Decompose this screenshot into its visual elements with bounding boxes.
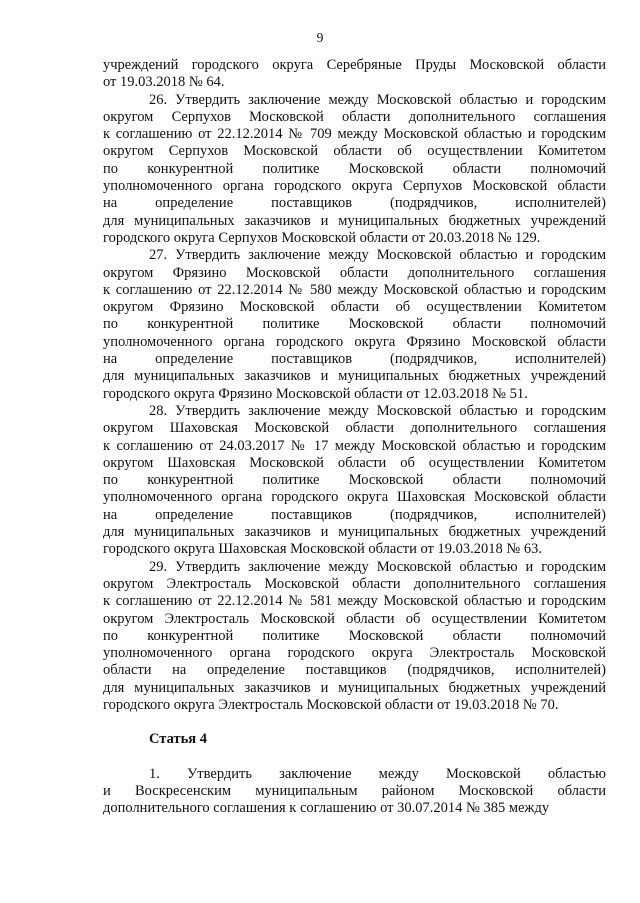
text-line: уполномоченного органа городского округа Фрязино Московской области: [103, 333, 606, 350]
page-number: 9: [316, 30, 324, 45]
paragraph: [103, 766, 606, 818]
text-line: и Воскресенским муниципальным районом Московской области: [103, 782, 606, 799]
text-line: учреждений городского округа Серебряные Пруды Московской области: [103, 57, 606, 73]
text-line: по конкурентной политике Московской области полномочий: [103, 316, 606, 333]
text-line: 29. Утвердить заключение между Московской областью и городским: [149, 558, 606, 575]
text-line: для муниципальных заказчиков и муниципальных бюджетных учреждений: [103, 212, 606, 229]
text-line: 28. Утвердить заключение между Московской областью и городским: [149, 402, 606, 419]
text-line: от 19.03.2018 № 64.: [103, 74, 225, 91]
text-line: на определение поставщиков (подрядчиков, исполнителей): [103, 195, 606, 212]
paragraph: [103, 247, 606, 403]
text-line: по конкурентной политике Московской области полномочий: [103, 160, 606, 177]
text-line: 26. Утвердить заключение между Московской областью и городским: [149, 91, 606, 108]
text-line: к соглашению от 24.03.2017 № 17 между Московской областью и городским: [103, 437, 606, 454]
text-line: округом Серпухов Московской области об осуществлении Комитетом: [103, 143, 606, 160]
text-line: по конкурентной политике Московской области полномочий: [103, 472, 606, 489]
text-line: округом Шаховская Московской области об осуществлении Комитетом: [103, 454, 606, 471]
text-line: городского округа Электросталь Московской области от 19.03.2018 № 70.: [103, 696, 559, 713]
text-line: 1. Утвердить заключение между Московской областью: [149, 765, 606, 782]
text-line: для муниципальных заказчиков и муниципальных бюджетных учреждений: [103, 524, 606, 541]
paragraph: [103, 92, 606, 248]
text-line: округом Фрязино Московской области дополнительного соглашения: [103, 264, 606, 281]
text-line: уполномоченного органа городского округа Электросталь Московской: [103, 645, 606, 662]
paragraph: [103, 57, 606, 92]
text-line: округом Фрязино Московской области об осуществлении Комитетом: [103, 299, 606, 316]
text-line: дополнительного соглашения к соглашению от 30.07.2014 № 385 между: [103, 800, 550, 817]
text-line: городского округа Шаховская Московской области от 19.03.2018 № 63.: [103, 541, 542, 558]
text-line: городского округа Фрязино Московской области от 12.03.2018 № 51.: [103, 385, 528, 402]
text-line: округом Электросталь Московской области об осуществлении Комитетом: [103, 610, 606, 627]
text-line: к соглашению от 22.12.2014 № 581 между Московской областью и городским: [103, 593, 606, 610]
text-line: уполномоченного органа городского округа Серпухов Московской области: [103, 178, 606, 195]
text-line: округом Электросталь Московской области дополнительного соглашения: [103, 575, 606, 592]
text-line: округом Серпухов Московской области дополнительного соглашения: [103, 108, 606, 125]
text-line: по конкурентной политике Московской области полномочий: [103, 627, 606, 644]
text-line: округом Шаховская Московской области дополнительного соглашения: [103, 420, 606, 437]
text-line: городского округа Серпухов Московской области от 20.03.2018 № 129.: [103, 229, 541, 246]
text-line: на определение поставщиков (подрядчиков, исполнителей): [103, 351, 606, 368]
text-line: для муниципальных заказчиков и муниципальных бюджетных учреждений: [103, 679, 606, 696]
text-line: уполномоченного органа городского округа Шаховская Московской области: [103, 489, 606, 506]
paragraph: [103, 403, 606, 559]
text-line: к соглашению от 22.12.2014 № 580 между Московской областью и городским: [103, 281, 606, 298]
text-line: к соглашению от 22.12.2014 № 709 между Московской областью и городским: [103, 126, 606, 143]
text-line: для муниципальных заказчиков и муниципальных бюджетных учреждений: [103, 368, 606, 385]
paragraph: [103, 559, 606, 715]
text-line: 27. Утвердить заключение между Московской областью и городским: [149, 247, 606, 264]
text-line: на определение поставщиков (подрядчиков, исполнителей): [103, 506, 606, 523]
document-body: [103, 57, 606, 817]
text-line: области на определение поставщиков (подрядчиков, исполнителей): [103, 662, 606, 679]
article-heading: Статья 4: [149, 731, 207, 748]
